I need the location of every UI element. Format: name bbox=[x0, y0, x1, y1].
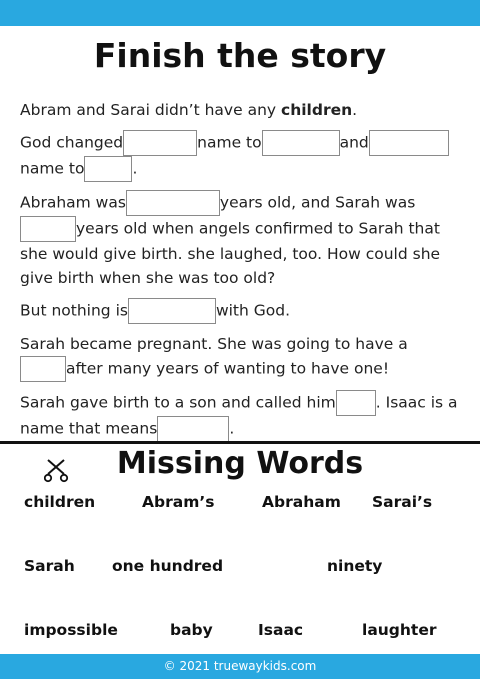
answer-blank[interactable] bbox=[157, 416, 229, 442]
story-paragraph-6 bbox=[20, 390, 470, 442]
story-text: Abram and Sarai didn’t have any bbox=[20, 101, 281, 119]
story-text: Sarah became pregnant. She was going to have a bbox=[20, 335, 408, 353]
story-paragraph-1 bbox=[20, 98, 470, 122]
story-paragraph-2 bbox=[20, 130, 470, 182]
story-text: after many years of wanting to have one! bbox=[66, 359, 390, 378]
answer-blank[interactable] bbox=[84, 156, 132, 182]
top-band bbox=[0, 0, 480, 26]
story-text: . bbox=[229, 419, 235, 438]
answer-blank[interactable] bbox=[123, 130, 197, 156]
story-text: But nothing is bbox=[20, 301, 128, 320]
word-card[interactable]: Isaac bbox=[258, 621, 304, 639]
story-text: God changed bbox=[20, 133, 124, 152]
story-text: with God. bbox=[215, 301, 291, 320]
story-section bbox=[20, 98, 470, 450]
page-title: Finish the story bbox=[93, 36, 387, 75]
word-card[interactable]: Sarah bbox=[24, 557, 75, 575]
word-card[interactable]: Abraham bbox=[262, 493, 341, 511]
word-card[interactable]: Abram’s bbox=[142, 493, 215, 511]
story-text: name to bbox=[20, 159, 85, 178]
answer-blank[interactable] bbox=[369, 130, 449, 156]
word-card[interactable]: impossible bbox=[24, 621, 118, 639]
missing-words-title: Missing Words bbox=[116, 446, 364, 481]
story-bold-word: children bbox=[281, 101, 353, 119]
story-text: Sarah gave birth to a son and called him bbox=[20, 393, 336, 412]
answer-blank[interactable] bbox=[336, 390, 376, 416]
story-text: years old, and Sarah was bbox=[219, 193, 416, 212]
word-card[interactable]: laughter bbox=[362, 621, 437, 639]
story-text: . bbox=[132, 159, 138, 178]
answer-blank[interactable] bbox=[20, 216, 76, 242]
word-card[interactable]: baby bbox=[170, 621, 213, 639]
cut-line bbox=[0, 441, 480, 444]
answer-blank[interactable] bbox=[20, 356, 66, 382]
word-card[interactable]: one hundred bbox=[112, 557, 224, 575]
word-card[interactable]: ninety bbox=[327, 557, 383, 575]
copyright-footer: © 2021 truewaykids.com bbox=[163, 659, 317, 673]
word-card[interactable]: Sarai’s bbox=[372, 493, 433, 511]
story-paragraph-5 bbox=[20, 332, 470, 382]
story-text: name to bbox=[197, 133, 262, 152]
answer-blank[interactable] bbox=[128, 298, 216, 324]
story-text: Abraham was bbox=[20, 193, 126, 212]
story-paragraph-4 bbox=[20, 298, 470, 324]
answer-blank[interactable] bbox=[126, 190, 220, 216]
story-paragraph-3 bbox=[20, 190, 470, 290]
answer-blank[interactable] bbox=[262, 130, 340, 156]
story-text: and bbox=[339, 133, 369, 152]
story-text: . bbox=[352, 101, 358, 119]
story-text: years old when angels confirmed to Sarah that she would give birth. she laughed, too. How could she give birth when she was too old? bbox=[20, 219, 441, 287]
story-text: . Isaac is a name that means bbox=[20, 393, 458, 438]
word-card[interactable]: children bbox=[24, 493, 96, 511]
